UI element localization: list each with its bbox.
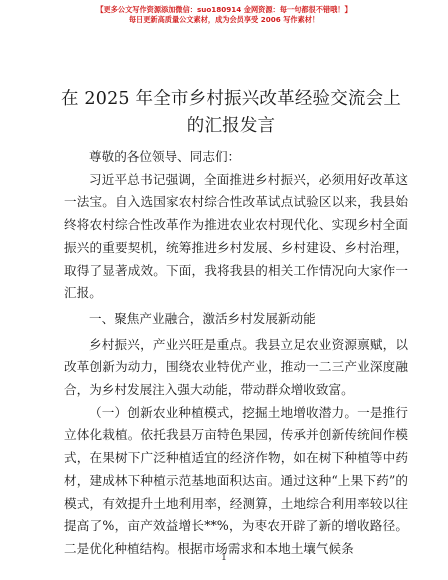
salutation: 尊敬的各位领导、同志们：: [89, 149, 241, 164]
promo-banner-line1: 【更多公文写作资源添加微信：suo180914 金网资源：每一句都很不错哦！】: [96, 5, 352, 14]
section-heading: 一、聚焦产业融合，激活乡村发展新动能: [89, 310, 316, 326]
section-paragraph-2: （一）创新农业种植模式，挖掘土地增收潜力。一是推行立体化栽植。依托我县万亩特色果园，传承并创新传统间作模式，在果树下广泛种植适宜的经济作物，如在树下种植等中药材，建成林下种植示范基地面积达亩。通过这种“上果下药”的模式，有效提升土地利用率，经测算，土地综合利用率较以往提高了%，亩产效益增长**%，为枣农开辟了新的增收路径。二是优化种植结构。根据市场需求和本地土壤气候条: [64, 404, 408, 556]
section-paragraph-1: 乡村振兴，产业兴旺是重点。我县立足农业资源禀赋，以改革创新为动力，围绕农业特优产业，推动一二三产业深度融合，为乡村发展注入强大动能，带动群众增收致富。: [64, 336, 408, 398]
document-body: [64, 146, 408, 561]
intro-paragraph: 习近平总书记强调，全面推进乡村振兴，必须用好改革这一法宝。自入选国家农村综合性改革试点试验区以来，我县始终将农村综合性改革作为推进农业农村现代化、实现乡村全面振兴的重要契机，统筹推进乡村发展、乡村建设、乡村治理，取得了显著成效。下面，我将我县的相关工作情况向大家作一汇报。: [64, 171, 408, 301]
promo-banner-line2: 每日更新高质量公文素材，成为会员享受 2006 写作素材！: [128, 15, 320, 24]
promo-banner: [0, 5, 448, 25]
page-number: 1: [221, 553, 227, 563]
document-title: 在 2025 年全市乡村振兴改革经验交流会上的汇报发言: [60, 89, 402, 136]
